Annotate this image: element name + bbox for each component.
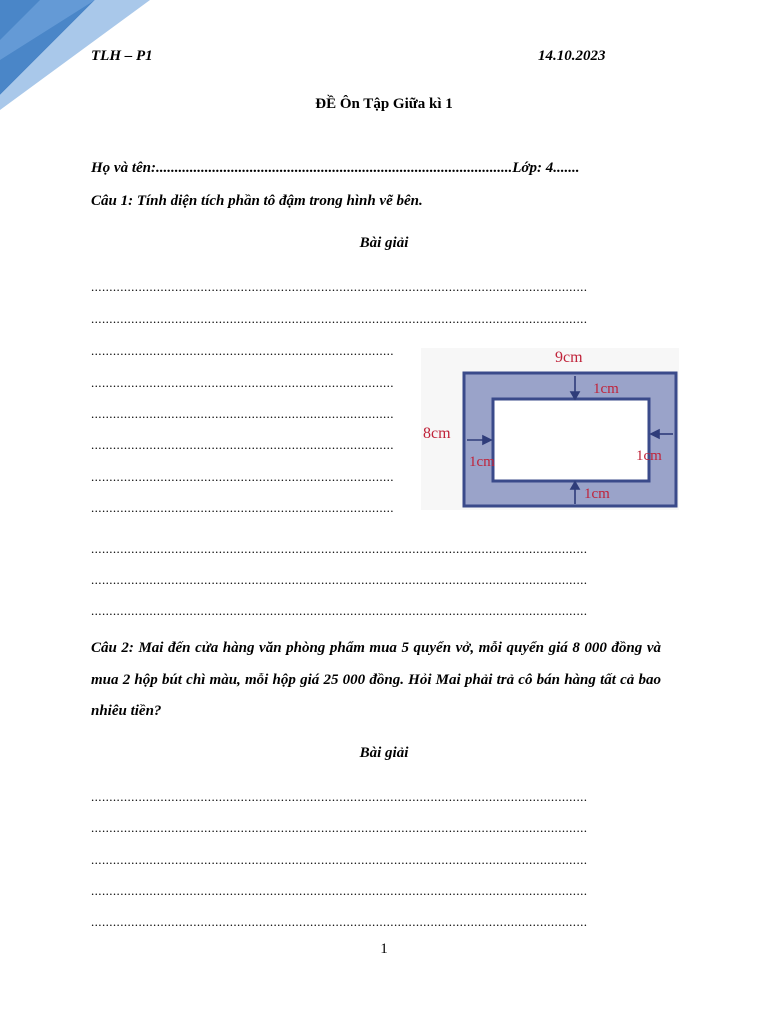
rectangle-frame-figure xyxy=(421,348,679,510)
label-inner-top: 1cm xyxy=(593,381,619,397)
label-inner-bottom: 1cm xyxy=(584,486,610,502)
answer-line: ................................................................................... xyxy=(91,344,394,357)
answer-line: ........................................................................................................................................ xyxy=(91,280,588,293)
question-1: Câu 1: Tính diện tích phần tô đậm trong hình vẽ bên. xyxy=(91,193,423,209)
answer-line: ........................................................................................................................................ xyxy=(91,604,588,617)
inner-rectangle xyxy=(493,399,649,481)
solution-label-2: Bài giải xyxy=(359,745,409,761)
answer-line: ................................................................................... xyxy=(91,407,394,420)
solution-label-1: Bài giải xyxy=(359,235,409,251)
answer-line: ........................................................................................................................................ xyxy=(91,790,588,803)
page-number: 1 xyxy=(380,941,388,957)
label-inner-right: 1cm xyxy=(636,448,662,464)
question-2: Câu 2: Mai đến cửa hàng văn phòng phẩm mua 5 quyển vở, mỗi quyển giá 8 000 đồng và mua 2 hộp bút chì màu, mỗi hộp giá 25 000 đồng. Hỏi Mai phải trả cô bán hàng tất cả bao nhiêu tiền? xyxy=(91,640,661,719)
answer-line: ................................................................................... xyxy=(91,501,394,514)
name-class-line: Họ và tên:...............................................................................................Lớp: 4....... xyxy=(91,160,580,176)
answer-line: ........................................................................................................................................ xyxy=(91,542,588,555)
answer-line: ........................................................................................................................................ xyxy=(91,573,588,586)
header-date: 14.10.2023 xyxy=(538,48,606,64)
answer-line: ........................................................................................................................................ xyxy=(91,915,588,928)
answer-line: ........................................................................................................................................ xyxy=(91,821,588,834)
header-class-code: TLH – P1 xyxy=(91,48,153,64)
answer-line: ................................................................................... xyxy=(91,438,394,451)
answer-line: ........................................................................................................................................ xyxy=(91,884,588,897)
answer-line: ........................................................................................................................................ xyxy=(91,853,588,866)
answer-line: ................................................................................... xyxy=(91,376,394,389)
page-title: ĐỀ Ôn Tập Giữa kì 1 xyxy=(315,96,453,112)
label-inner-left: 1cm xyxy=(469,454,495,470)
answer-line: ................................................................................... xyxy=(91,470,394,483)
label-8cm: 8cm xyxy=(423,425,451,442)
answer-line: ........................................................................................................................................ xyxy=(91,312,588,325)
label-9cm: 9cm xyxy=(555,349,583,366)
